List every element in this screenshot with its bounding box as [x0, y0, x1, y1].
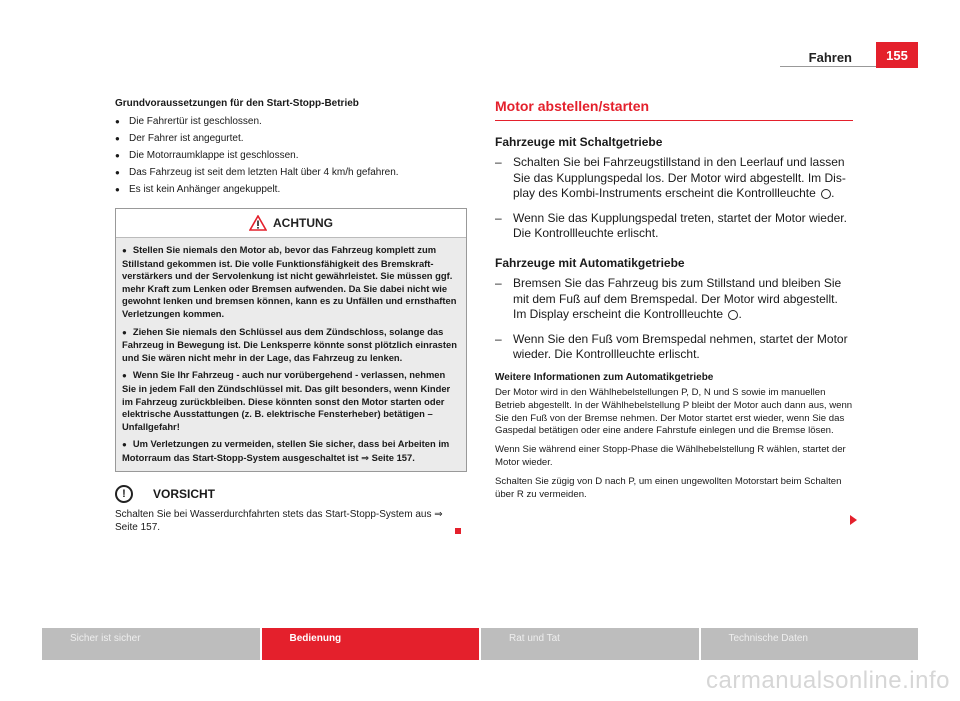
manual-item: – Wenn Sie das Kupplungspedal treten, startet der Motor wieder. Die Kontrollleuchte erlischt. — [495, 211, 853, 242]
vorsicht-text: Schalten Sie bei Wasserdurchfahrten stets das Start-Stopp-System aus ⇒ Seite 157. — [115, 508, 443, 533]
bullet-icon: ● — [122, 440, 127, 450]
prereq-item: ● Die Motorraumklappe ist geschlossen. — [115, 149, 467, 162]
info-paragraph: Schalten Sie zügig von D nach P, um einen ungewollten Motorstart beim Schalten über R zu vermeiden. — [495, 475, 842, 500]
section-end-square-icon — [455, 528, 461, 534]
footer-tab-technische-daten[interactable]: Technische Daten — [701, 628, 919, 660]
vorsicht-header — [115, 484, 467, 504]
vorsicht-label: VORSICHT — [153, 486, 216, 501]
prereq-item: ● Es ist kein Anhänger angekuppelt. — [115, 183, 467, 196]
manual-list — [495, 155, 853, 242]
bullet-icon: ● — [122, 371, 127, 381]
footer-tab-sicher[interactable]: Sicher ist sicher — [42, 628, 260, 660]
bullet-icon: ● — [122, 246, 127, 255]
info-paragraph: Wenn Sie während einer Stopp-Phase die Wählhebelstellung R wählen, startet der Motor wieder. — [495, 444, 846, 468]
page-number-badge: 155 — [876, 42, 918, 68]
achtung-label: ACHTUNG — [273, 216, 333, 230]
exclamation-circle-icon: ! — [115, 485, 133, 503]
start-stop-lamp-icon — [821, 189, 831, 199]
manual-subhead: Fahrzeuge mit Schaltgetriebe — [495, 135, 663, 149]
watermark: carmanualsonline.info — [706, 667, 950, 694]
continue-arrow-icon — [850, 515, 857, 525]
footer-tab-bedienung[interactable]: Bedienung — [262, 628, 480, 660]
prereq-title: Grundvoraussetzungen für den Start-Stopp-Betrieb — [115, 98, 359, 109]
footer-nav — [42, 628, 918, 660]
achtung-body — [116, 238, 466, 471]
info-paragraph: Der Motor wird in den Wählhebelstellungen P, D, N und S sowie im manuellen Betrieb abgestellt. In der Wählhebelstellung P bleibt der Motor auch dann aus, wenn Sie den Fuß von der Bremse nehmen. Der Motor startet erst wieder, wenn Sie das Gaspedal betätigen oder eine andere Fahrstufe einlegen und die Bremse lösen. — [495, 386, 853, 437]
vorsicht-note — [115, 484, 467, 534]
auto-item: – Bremsen Sie das Fahrzeug bis zum Stillstand und bleiben Sie mit dem Fuß auf dem Bremspedal. Der Motor wird abgestellt. Im Display erscheint die Kontrollleuchte . — [495, 276, 853, 323]
warning-triangle-icon — [249, 215, 267, 231]
achtung-box — [115, 208, 467, 472]
auto-subhead: Fahrzeuge mit Automatikgetriebe — [495, 255, 685, 270]
achtung-item: ● Stellen Sie niemals den Motor ab, bevor das Fahrzeug komplett zum Stillstand gekommen ist. Die volle Funktionsfähigkeit des Bremskraftverstärkers und der Servolenkung ist nicht gewährleistet. Sie müssen ggf. mehr Kraft zum Lenken oder Bremsen aufwenden. Da Sie dabei nicht wie gewohnt lenken und bremsen können, kann es zu Unfällen und ernsthaften Verletzungen kommen. — [122, 244, 457, 319]
achtung-item: ● Ziehen Sie niemals den Schlüssel aus dem Zündschloss, solange das Fahrzeug in Bewegung ist. Die Lenksperre könnte sonst plötzlich einrasten und Sie wären nicht mehr in der Lage, das Fahrzeug zu lenken. — [122, 325, 457, 363]
prereq-item: ● Der Fahrer ist angegurtet. — [115, 132, 467, 145]
left-column — [115, 98, 467, 534]
page-section-title: Fahren — [808, 50, 852, 65]
manual-item: – Schalten Sie bei Fahrzeugstillstand in den Leerlauf und lassen Sie das Kupplungspedal los. Der Motor wird abgestellt. Im Display des Kombi-Instruments erscheint die Kontrollleuchte . — [495, 155, 853, 202]
prereq-item: ● Das Fahrzeug ist seit dem letzten Halt über 4 km/h gefahren. — [115, 166, 467, 179]
right-column — [495, 98, 853, 507]
achtung-item: ● Wenn Sie Ihr Fahrzeug - auch nur vorübergehend - verlassen, nehmen Sie in jedem Fall den Zündschlüssel mit. Das gilt besonders, wenn Kinder im Fahrzeug zurückbleiben. Diese könnten sonst den Motor starten oder elektrische Ausstattungen (z. B. elektrische Fensterheber) betätigen – Unfallgefahr! — [122, 369, 451, 432]
achtung-header — [116, 209, 466, 238]
prereq-list — [115, 115, 467, 196]
header-rule — [780, 66, 876, 67]
prereq-item: ● Die Fahrertür ist geschlossen. — [115, 115, 467, 128]
info-head: Weitere Informationen zum Automatikgetriebe — [495, 371, 714, 383]
section-title: Motor abstellen/starten — [495, 98, 853, 121]
auto-item: – Wenn Sie den Fuß vom Bremspedal nehmen, startet der Motor wieder. Die Kontrollleuchte erlischt. — [495, 332, 853, 363]
bullet-icon: ● — [122, 327, 127, 337]
achtung-item: ● Um Verletzungen zu vermeiden, stellen Sie sicher, dass bei Arbeiten im Motorraum das Start-Stopp-System ausgeschaltet ist ⇒ Seite 157. — [122, 438, 450, 463]
footer-tab-rat-und-tat[interactable]: Rat und Tat — [481, 628, 699, 660]
start-stop-lamp-icon — [728, 310, 738, 320]
auto-list — [495, 276, 853, 363]
